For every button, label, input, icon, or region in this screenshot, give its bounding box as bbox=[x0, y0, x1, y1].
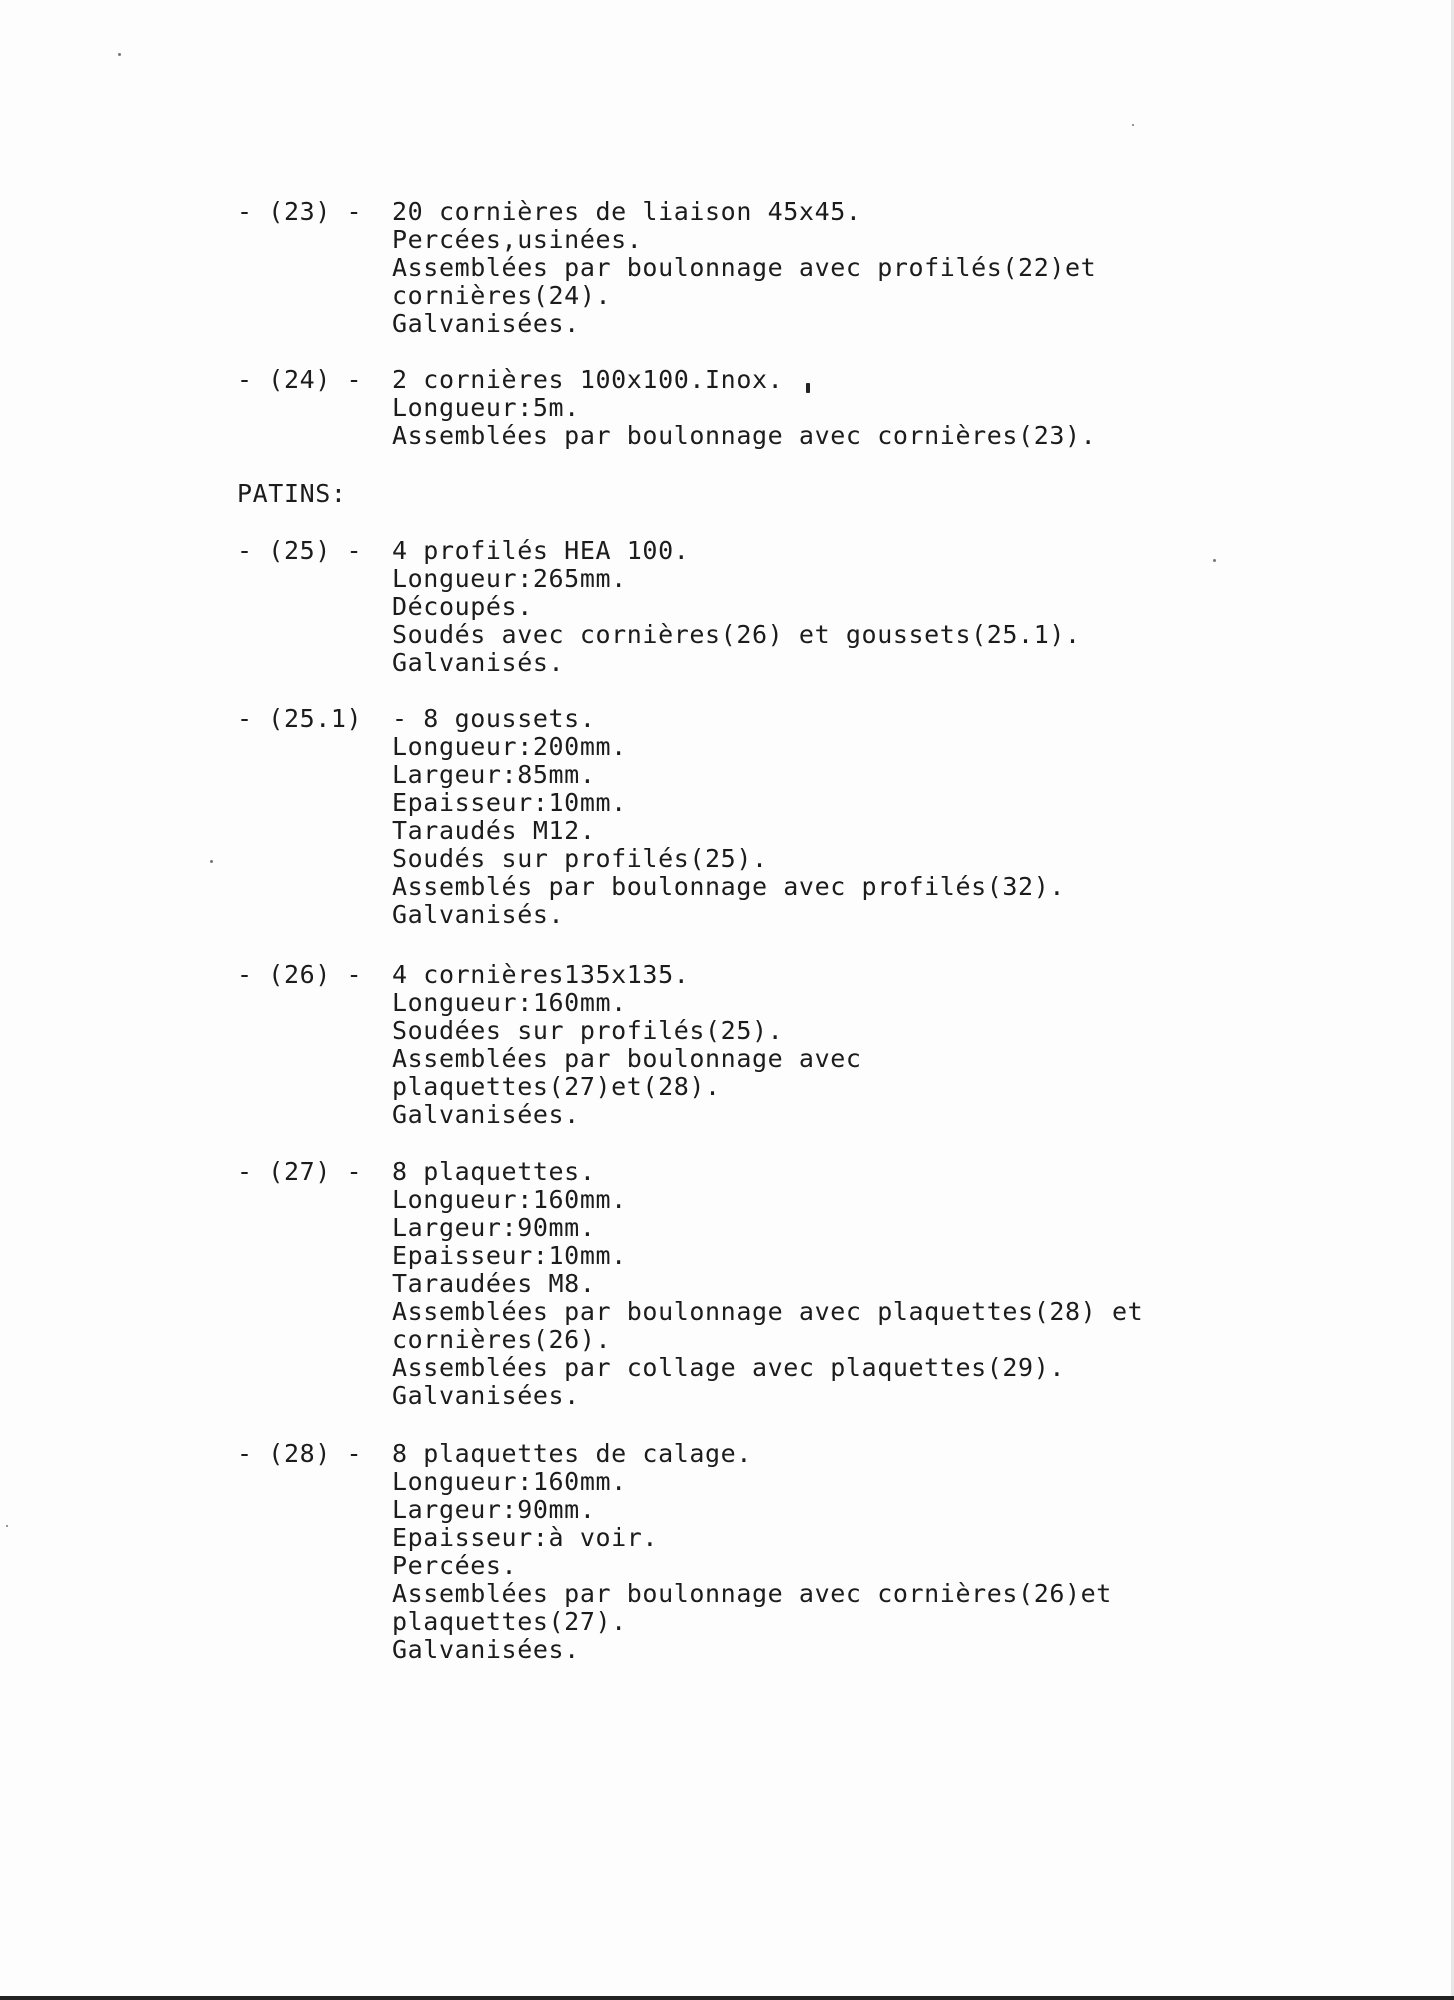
item-27-line-3: Largeur:90mm. bbox=[392, 1213, 596, 1242]
item-marker-28: - (28) - bbox=[237, 1439, 363, 1468]
item-marker-24: - (24) - bbox=[237, 365, 363, 394]
scan-speck bbox=[6, 1525, 8, 1527]
item-25-1-line-2: Longueur:200mm. bbox=[392, 732, 627, 761]
item-marker-27: - (27) - bbox=[237, 1157, 363, 1186]
item-25-line-3: Découpés. bbox=[392, 592, 533, 621]
item-26-line-5: plaquettes(27)et(28). bbox=[392, 1072, 721, 1101]
item-28-line-1: 8 plaquettes de calage. bbox=[392, 1439, 752, 1468]
item-28-line-4: Epaisseur:à voir. bbox=[392, 1523, 659, 1552]
item-28-line-3: Largeur:90mm. bbox=[392, 1495, 596, 1524]
scan-speck bbox=[1213, 559, 1216, 562]
item-25-line-2: Longueur:265mm. bbox=[392, 564, 627, 593]
scan-speck bbox=[210, 860, 213, 863]
scan-mark bbox=[806, 383, 810, 393]
item-26-line-2: Longueur:160mm. bbox=[392, 988, 627, 1017]
item-marker-25: - (25) - bbox=[237, 536, 363, 565]
item-25-1-line-1: - 8 goussets. bbox=[392, 704, 596, 733]
item-28-line-6: Assemblées par boulonnage avec cornières(26)et bbox=[392, 1579, 1112, 1608]
item-marker-25-1: - (25.1) bbox=[237, 704, 363, 733]
item-25-1-line-4: Epaisseur:10mm. bbox=[392, 788, 627, 817]
item-23-line-5: Galvanisées. bbox=[392, 309, 580, 338]
scan-speck bbox=[118, 53, 121, 56]
item-27-line-9: Galvanisées. bbox=[392, 1381, 580, 1410]
scan-speck bbox=[1132, 124, 1134, 126]
item-27-line-1: 8 plaquettes. bbox=[392, 1157, 596, 1186]
item-marker-23: - (23) - bbox=[237, 197, 363, 226]
item-24-line-1: 2 cornières 100x100.Inox. bbox=[392, 365, 784, 394]
item-25-1-line-7: Assemblés par boulonnage avec profilés(32). bbox=[392, 872, 1066, 901]
item-25-line-4: Soudés avec cornières(26) et goussets(25.1). bbox=[392, 620, 1081, 649]
item-28-line-8: Galvanisées. bbox=[392, 1635, 580, 1664]
item-25-1-line-5: Taraudés M12. bbox=[392, 816, 596, 845]
page-bottom-edge bbox=[0, 1996, 1454, 2000]
item-28-line-2: Longueur:160mm. bbox=[392, 1467, 627, 1496]
item-23-line-2: Percées,usinées. bbox=[392, 225, 643, 254]
section-title-patins: PATINS: bbox=[237, 479, 347, 508]
item-23-line-3: Assemblées par boulonnage avec profilés(22)et bbox=[392, 253, 1097, 282]
item-28-line-5: Percées. bbox=[392, 1551, 518, 1580]
item-24-line-2: Longueur:5m. bbox=[392, 393, 580, 422]
item-23-line-1: 20 cornières de liaison 45x45. bbox=[392, 197, 862, 226]
item-25-line-5: Galvanisés. bbox=[392, 648, 565, 677]
item-26-line-6: Galvanisées. bbox=[392, 1100, 580, 1129]
item-26-line-1: 4 cornières135x135. bbox=[392, 960, 690, 989]
item-marker-26: - (26) - bbox=[237, 960, 363, 989]
item-25-1-line-3: Largeur:85mm. bbox=[392, 760, 596, 789]
item-27-line-6: Assemblées par boulonnage avec plaquettes(28) et bbox=[392, 1297, 1144, 1326]
item-27-line-5: Taraudées M8. bbox=[392, 1269, 596, 1298]
item-25-1-line-6: Soudés sur profilés(25). bbox=[392, 844, 768, 873]
item-25-1-line-8: Galvanisés. bbox=[392, 900, 565, 929]
item-27-line-8: Assemblées par collage avec plaquettes(29). bbox=[392, 1353, 1066, 1382]
item-27-line-4: Epaisseur:10mm. bbox=[392, 1241, 627, 1270]
item-28-line-7: plaquettes(27). bbox=[392, 1607, 627, 1636]
item-26-line-4: Assemblées par boulonnage avec bbox=[392, 1044, 862, 1073]
item-25-line-1: 4 profilés HEA 100. bbox=[392, 536, 690, 565]
item-27-line-2: Longueur:160mm. bbox=[392, 1185, 627, 1214]
item-24-line-3: Assemblées par boulonnage avec cornières(23). bbox=[392, 421, 1097, 450]
item-26-line-3: Soudées sur profilés(25). bbox=[392, 1016, 784, 1045]
item-23-line-4: cornières(24). bbox=[392, 281, 612, 310]
item-27-line-7: cornières(26). bbox=[392, 1325, 612, 1354]
